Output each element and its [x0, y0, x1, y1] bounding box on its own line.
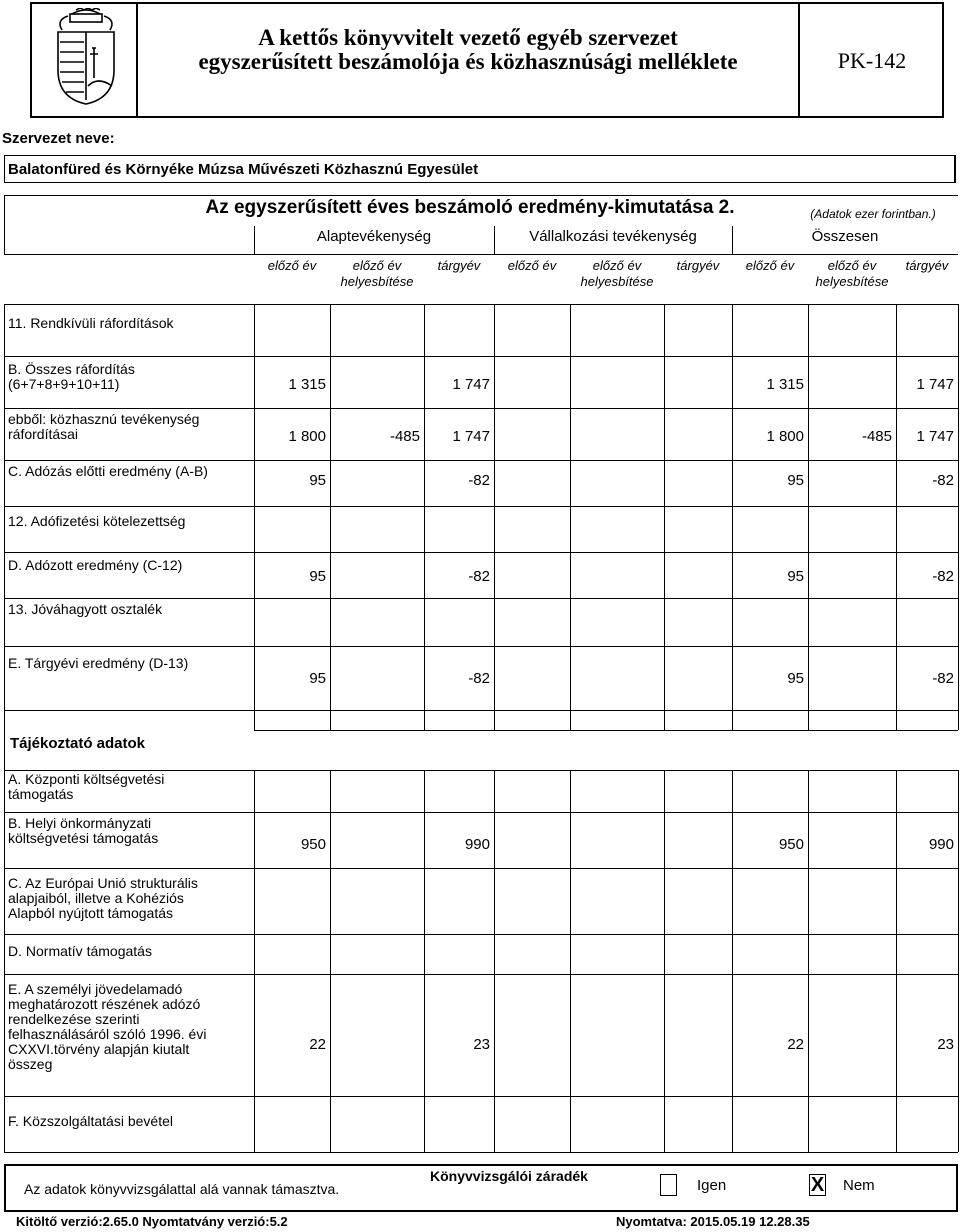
column-subheader — [254, 258, 330, 274]
row-label-line: meghatározott részének adózó — [8, 996, 201, 1012]
organization-name: Balatonfüred és Környéke Múzsa Művészeti Közhasznú Egyesület — [8, 161, 479, 178]
audit-yes-label: Igen — [697, 1177, 727, 1194]
cell-border — [732, 770, 733, 812]
cell-border — [958, 304, 959, 356]
row-label-line: C. Az Európai Unió strukturális — [8, 875, 198, 891]
cell-border — [330, 598, 331, 646]
row-label — [8, 602, 252, 617]
row-label — [8, 558, 252, 573]
cell-border — [494, 770, 495, 812]
value-cell[interactable]: 95 — [309, 670, 326, 687]
audit-no-checkbox[interactable]: X — [810, 1174, 825, 1196]
cell-border — [958, 710, 959, 730]
cell-border — [896, 598, 897, 646]
cell-border — [424, 974, 425, 1096]
column-group-divider — [254, 226, 255, 254]
cell-border — [570, 304, 571, 356]
cell-border — [958, 460, 959, 506]
value-cell[interactable]: -82 — [932, 670, 954, 687]
cell-border — [330, 974, 331, 1096]
value-cell[interactable]: 95 — [787, 568, 804, 585]
cell-border — [808, 598, 809, 646]
cell-border — [808, 868, 809, 934]
cell-border — [330, 460, 331, 506]
cell-border — [424, 598, 425, 646]
cell-border — [330, 552, 331, 598]
row-label-line: F. Közszolgáltatási bevétel — [8, 1113, 173, 1129]
cell-border — [664, 408, 665, 460]
cell-border — [330, 646, 331, 710]
row-label-line: B. Összes ráfordítás — [8, 361, 135, 377]
row-label — [8, 772, 252, 802]
row-rule — [4, 356, 958, 357]
cell-border — [4, 506, 5, 552]
column-subheader-line: előző év — [745, 258, 795, 273]
cell-border — [664, 934, 665, 974]
cell-border — [4, 460, 5, 506]
row-label — [8, 1114, 252, 1129]
cell-border — [896, 934, 897, 974]
value-cell[interactable]: 95 — [787, 472, 804, 489]
row-label-line: 11. Rendkívüli ráfordítások — [8, 315, 174, 331]
row-label — [8, 876, 252, 921]
row-rule — [4, 646, 958, 647]
cell-border — [958, 934, 959, 974]
cell-border — [808, 812, 809, 868]
cell-border — [808, 974, 809, 1096]
column-group-header: Vállalkozási tevékenység — [529, 228, 697, 245]
cell-border — [4, 304, 5, 356]
row-rule — [4, 812, 958, 813]
cell-border — [808, 710, 809, 730]
cell-border — [958, 770, 959, 812]
filler-version: Kitöltő verzió:2.65.0 Nyomtatvány verzió:5.2 — [16, 1214, 288, 1229]
cell-border — [732, 868, 733, 934]
audit-title: Könyvvizsgálói záradék — [430, 1168, 588, 1184]
cell-border — [808, 506, 809, 552]
value-cell[interactable]: 1 747 — [916, 428, 954, 445]
column-subheader-line: helyesbítése — [815, 274, 889, 289]
cell-border — [896, 770, 897, 812]
row-rule — [4, 506, 958, 507]
cell-border — [570, 408, 571, 460]
cell-border — [4, 646, 5, 710]
cell-border — [570, 710, 571, 730]
cell-border — [494, 408, 495, 460]
value-cell[interactable]: -82 — [932, 568, 954, 585]
row-label — [8, 362, 252, 392]
cell-border — [958, 1096, 959, 1152]
column-subheader — [896, 258, 958, 274]
row-label — [8, 816, 252, 846]
cell-border — [330, 1096, 331, 1152]
row-label — [8, 982, 252, 1072]
value-cell[interactable]: 95 — [309, 568, 326, 585]
cell-border — [664, 710, 665, 730]
cell-border — [732, 598, 733, 646]
row-rule — [4, 552, 958, 553]
cell-border — [4, 974, 5, 1096]
row-rule — [4, 868, 958, 869]
cell-border — [424, 304, 425, 356]
row-label-line: ebből: közhasznú tevékenység — [8, 411, 200, 427]
cell-border — [4, 408, 5, 460]
column-subheader-line: tárgyév — [437, 258, 481, 273]
row-label — [8, 944, 252, 959]
column-subheader-line: előző év — [592, 258, 642, 273]
statement-top-border — [4, 195, 958, 196]
audit-statement: Az adatok könyvvizsgálattal alá vannak támasztva. — [24, 1181, 340, 1197]
cell-border — [570, 552, 571, 598]
row-label-line: E. A személyi jövedelamadó — [8, 981, 183, 997]
value-cell[interactable]: -82 — [468, 472, 490, 489]
cell-border — [958, 506, 959, 552]
value-cell[interactable]: 1 315 — [288, 376, 326, 393]
cell-border — [808, 460, 809, 506]
info-heading: Tájékoztató adatok — [10, 735, 146, 752]
column-group-header: Alaptevékenység — [316, 228, 432, 245]
value-cell[interactable]: 23 — [473, 1036, 490, 1053]
value-cell[interactable]: 1 315 — [766, 376, 804, 393]
cell-border — [330, 710, 331, 730]
cell-border — [494, 812, 495, 868]
value-cell[interactable]: -82 — [468, 670, 490, 687]
row-label-line: D. Normatív támogatás — [8, 943, 152, 959]
column-subheader — [330, 258, 424, 290]
column-group-divider — [732, 226, 733, 254]
cell-border — [808, 770, 809, 812]
row-label-line: költségvetési támogatás — [8, 830, 159, 846]
cell-border — [494, 974, 495, 1096]
cell-border — [254, 304, 255, 356]
cell-border — [494, 598, 495, 646]
cell-border — [896, 304, 897, 356]
cell-border — [494, 868, 495, 934]
column-group-header: Összesen — [811, 228, 879, 245]
cell-border — [732, 710, 733, 730]
cell-border — [570, 1096, 571, 1152]
cell-border — [958, 552, 959, 598]
cell-border — [254, 868, 255, 934]
cell-border — [664, 598, 665, 646]
cell-border — [494, 506, 495, 552]
cell-border — [808, 1096, 809, 1152]
cell-border — [808, 934, 809, 974]
cell-border — [732, 1096, 733, 1152]
column-subheader — [570, 258, 664, 290]
cell-border — [424, 710, 425, 730]
value-cell[interactable]: 950 — [300, 836, 326, 853]
cell-border — [494, 304, 495, 356]
cell-border — [254, 710, 255, 730]
value-cell[interactable]: 1 747 — [916, 376, 954, 393]
row-label-line: 12. Adófizetési kötelezettség — [8, 513, 186, 529]
cell-border — [4, 812, 5, 868]
cell-border — [424, 506, 425, 552]
cell-border — [896, 974, 897, 1096]
cell-border — [570, 598, 571, 646]
cell-border — [958, 408, 959, 460]
value-cell[interactable]: 990 — [928, 836, 954, 853]
cell-border — [664, 506, 665, 552]
row-rule — [4, 408, 958, 409]
column-subheader — [664, 258, 732, 274]
cell-border — [732, 304, 733, 356]
cell-border — [570, 770, 571, 812]
cell-border — [570, 460, 571, 506]
cell-border — [664, 974, 665, 1096]
column-subheader-line: helyesbítése — [580, 274, 654, 289]
form-title-line: A kettős könyvvitelt vezető egyéb szervezet — [258, 25, 678, 50]
row-rule — [4, 460, 958, 461]
row-label-line: 13. Jóváhagyott osztalék — [8, 601, 163, 617]
value-cell[interactable]: 1 800 — [766, 428, 804, 445]
value-cell[interactable]: -485 — [389, 428, 420, 445]
column-subheader-line: tárgyév — [905, 258, 949, 273]
cell-border — [732, 974, 733, 1096]
cell-border — [664, 812, 665, 868]
row-label-line: Alapból nyújtott támogatás — [8, 905, 173, 921]
row-label-line: E. Tárgyévi eredmény (D-13) — [8, 655, 189, 671]
row-label-line: A. Központi költségvetési — [8, 771, 165, 787]
cell-border — [664, 460, 665, 506]
value-cell[interactable]: 1 747 — [452, 376, 490, 393]
cell-border — [494, 1096, 495, 1152]
cell-border — [254, 974, 255, 1096]
value-cell[interactable]: 990 — [464, 836, 490, 853]
row-label — [8, 464, 252, 479]
row-label — [8, 656, 252, 671]
cell-border — [958, 646, 959, 710]
cell-border — [664, 868, 665, 934]
value-cell[interactable]: 1 747 — [452, 428, 490, 445]
value-cell[interactable]: -82 — [932, 472, 954, 489]
column-subheader-line: előző év — [507, 258, 557, 273]
audit-yes-checkbox[interactable] — [660, 1174, 677, 1196]
cell-border — [808, 552, 809, 598]
column-subheader — [424, 258, 494, 274]
row-rule — [4, 598, 958, 599]
cell-border — [4, 770, 5, 812]
column-subheader-line: előző év — [267, 258, 317, 273]
unit-note: (Adatok ezer forintban.) — [810, 207, 936, 221]
cell-border — [4, 710, 5, 770]
print-timestamp: Nyomtatva: 2015.05.19 12.28.35 — [616, 1214, 810, 1229]
row-label-line: C. Adózás előtti eredmény (A-B) — [8, 463, 208, 479]
column-subheader — [732, 258, 808, 274]
row-label-line: rendelkezése szerinti — [8, 1011, 140, 1027]
cell-border — [732, 934, 733, 974]
form-title — [140, 26, 796, 74]
cell-border — [494, 710, 495, 730]
row-label-line: CXXVI.törvény alapján kiutalt — [8, 1041, 190, 1057]
value-cell[interactable]: 23 — [937, 1036, 954, 1053]
hungarian-coat-of-arms-icon — [50, 8, 122, 108]
row-rule — [4, 304, 958, 305]
cell-border — [330, 770, 331, 812]
cell-border — [494, 646, 495, 710]
cell-border — [570, 934, 571, 974]
cell-border — [4, 356, 5, 408]
row-label-line: támogatás — [8, 786, 74, 802]
column-subheader-line: előző év — [827, 258, 877, 273]
value-cell[interactable]: -485 — [861, 428, 892, 445]
cell-border — [330, 812, 331, 868]
cell-border — [570, 646, 571, 710]
cell-border — [4, 598, 5, 646]
row-rule — [4, 974, 958, 975]
cell-border — [664, 356, 665, 408]
cell-border — [254, 598, 255, 646]
cell-border — [254, 770, 255, 812]
cell-border — [732, 506, 733, 552]
cell-border — [330, 506, 331, 552]
row-label-line: felhasználásáról szóló 1996. évi — [8, 1026, 207, 1042]
row-label — [8, 514, 252, 529]
cell-border — [958, 356, 959, 408]
cell-border — [494, 934, 495, 974]
cell-border — [330, 356, 331, 408]
cell-border — [958, 598, 959, 646]
value-cell[interactable]: 95 — [787, 670, 804, 687]
row-label-line: D. Adózott eredmény (C-12) — [8, 557, 183, 573]
value-cell[interactable]: 22 — [309, 1036, 326, 1053]
column-subheader — [808, 258, 896, 290]
row-rule — [4, 1152, 958, 1153]
cell-border — [4, 1096, 5, 1152]
value-cell[interactable]: 95 — [309, 472, 326, 489]
cell-border — [254, 506, 255, 552]
cell-border — [664, 552, 665, 598]
row-rule — [4, 934, 958, 935]
cell-border — [570, 812, 571, 868]
cell-border — [330, 304, 331, 356]
organization-label: Szervezet neve: — [2, 130, 115, 147]
cell-border — [896, 868, 897, 934]
row-label-line: összeg — [8, 1056, 53, 1072]
cell-border — [570, 356, 571, 408]
cell-border — [570, 868, 571, 934]
row-label-line: alapjaiból, illetve a Kohéziós — [8, 890, 184, 906]
value-cell[interactable]: 22 — [787, 1036, 804, 1053]
cell-border — [958, 974, 959, 1096]
cell-border — [4, 934, 5, 974]
cell-border — [808, 304, 809, 356]
cell-border — [494, 460, 495, 506]
row-label-line: (6+7+8+9+10+11) — [8, 376, 120, 392]
cell-border — [330, 868, 331, 934]
value-cell[interactable]: 1 800 — [288, 428, 326, 445]
header-divider — [136, 2, 138, 118]
cell-border — [896, 1096, 897, 1152]
cell-border — [330, 934, 331, 974]
cell-border — [424, 770, 425, 812]
column-subheader — [494, 258, 570, 274]
cell-border — [424, 1096, 425, 1152]
cell-border — [958, 812, 959, 868]
cell-border — [494, 356, 495, 408]
cell-border — [664, 1096, 665, 1152]
row-rule — [4, 710, 958, 711]
statement-title: Az egyszerűsített éves beszámoló eredmény-kimutatása 2. — [205, 197, 735, 218]
cell-border — [570, 506, 571, 552]
row-rule — [254, 730, 958, 731]
cell-border — [424, 934, 425, 974]
form-code: PK-142 — [837, 48, 907, 73]
cell-border — [896, 710, 897, 730]
form-title-line: egyszerűsített beszámolója és közhasznúsági melléklete — [198, 49, 738, 74]
row-rule — [4, 1096, 958, 1097]
cell-border — [570, 974, 571, 1096]
value-cell[interactable]: -82 — [468, 568, 490, 585]
row-label-line: ráfordításai — [8, 426, 79, 442]
cell-border — [254, 934, 255, 974]
cell-border — [808, 646, 809, 710]
column-subheader-line: helyesbítése — [340, 274, 414, 289]
audit-no-label: Nem — [843, 1177, 875, 1194]
row-label-line: B. Helyi önkormányzati — [8, 815, 152, 831]
cell-border — [896, 506, 897, 552]
cell-border — [494, 552, 495, 598]
row-label — [8, 412, 252, 442]
cell-border — [808, 356, 809, 408]
cell-border — [664, 646, 665, 710]
row-label — [8, 316, 252, 331]
cell-border — [4, 868, 5, 934]
column-subheader-line: tárgyév — [676, 258, 720, 273]
column-group-divider — [494, 226, 495, 254]
cell-border — [424, 868, 425, 934]
value-cell[interactable]: 950 — [778, 836, 804, 853]
cell-border — [664, 304, 665, 356]
column-subheader-line: előző év — [352, 258, 402, 273]
cell-border — [664, 770, 665, 812]
cell-border — [4, 552, 5, 598]
cell-border — [958, 868, 959, 934]
cell-border — [254, 1096, 255, 1152]
